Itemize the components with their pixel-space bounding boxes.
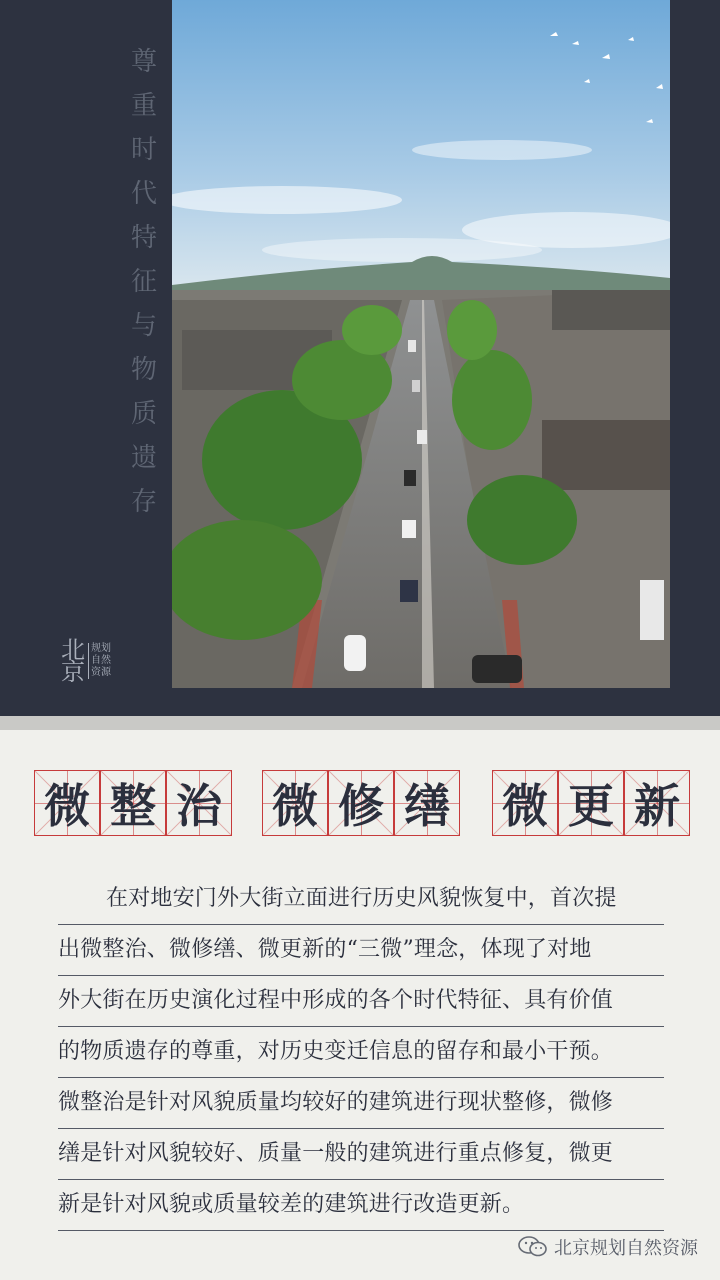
vertical-title-char: 尊 <box>130 47 157 77</box>
logo-box <box>88 643 111 679</box>
footer-watermark <box>518 1232 698 1262</box>
headline-char-cell <box>558 770 624 836</box>
logo-box-line: 自然 <box>91 655 111 666</box>
headline-char: 缮 <box>404 779 450 833</box>
body-line: 在对地安门外大街立面进行历史风貌恢复中，首次提 <box>58 874 664 925</box>
vertical-title <box>126 40 162 524</box>
street-aerial-photo <box>172 0 670 688</box>
headline-char: 更 <box>568 779 614 833</box>
vertical-title-char: 代 <box>130 179 157 209</box>
headline-char: 微 <box>272 779 318 833</box>
account-name: 北京规划自然资源 <box>554 1238 698 1259</box>
body-line: 的物质遗存的尊重，对历史变迁信息的留存和最小干预。 <box>58 1027 664 1078</box>
body-line: 出微整治、微修缮、微更新的“三微”理念，体现了对地 <box>58 925 664 976</box>
divider-band <box>0 716 720 730</box>
vertical-title-char: 征 <box>130 267 157 297</box>
body-line: 新是针对风貌或质量较差的建筑进行改造更新。 <box>58 1180 664 1231</box>
vertical-title-char: 特 <box>130 223 157 253</box>
vertical-title-char: 存 <box>130 487 157 517</box>
headline-char: 修 <box>338 779 384 833</box>
body-line: 微整治是针对风貌质量均较好的建筑进行现状整修，微修 <box>58 1078 664 1129</box>
wechat-icon <box>518 1235 548 1259</box>
headline-char: 治 <box>176 779 222 833</box>
headline-char-cell <box>328 770 394 836</box>
headline-char-cell <box>624 770 690 836</box>
headline-char: 整 <box>110 779 156 833</box>
logo-box-line: 资源 <box>91 667 111 678</box>
body-line: 外大街在历史演化过程中形成的各个时代特征、具有价值 <box>58 976 664 1027</box>
headline-char-cell <box>100 770 166 836</box>
headline-char: 微 <box>502 779 548 833</box>
headline-char-cell <box>394 770 460 836</box>
brand-logo <box>60 634 114 688</box>
headline-char-cell <box>262 770 328 836</box>
headline-char-cell <box>34 770 100 836</box>
vertical-title-char: 与 <box>130 311 157 341</box>
vertical-title-char: 重 <box>130 91 157 121</box>
headline-char: 新 <box>634 779 680 833</box>
headline-char: 微 <box>44 779 90 833</box>
vertical-title-char: 时 <box>130 135 157 165</box>
vertical-title-char: 遗 <box>130 443 157 473</box>
vertical-title-char: 物 <box>130 355 157 385</box>
street-photo-illustration <box>172 0 670 688</box>
logo-main-text: 北京 <box>61 636 85 686</box>
headline-char-cell <box>492 770 558 836</box>
vertical-title-char: 质 <box>130 399 157 429</box>
headline-char-cell <box>166 770 232 836</box>
body-line: 缮是针对风貌较好、质量一般的建筑进行重点修复，微更 <box>58 1129 664 1180</box>
logo-box-line: 规划 <box>91 643 111 654</box>
headline <box>0 770 720 836</box>
body-paragraph <box>58 874 664 1231</box>
